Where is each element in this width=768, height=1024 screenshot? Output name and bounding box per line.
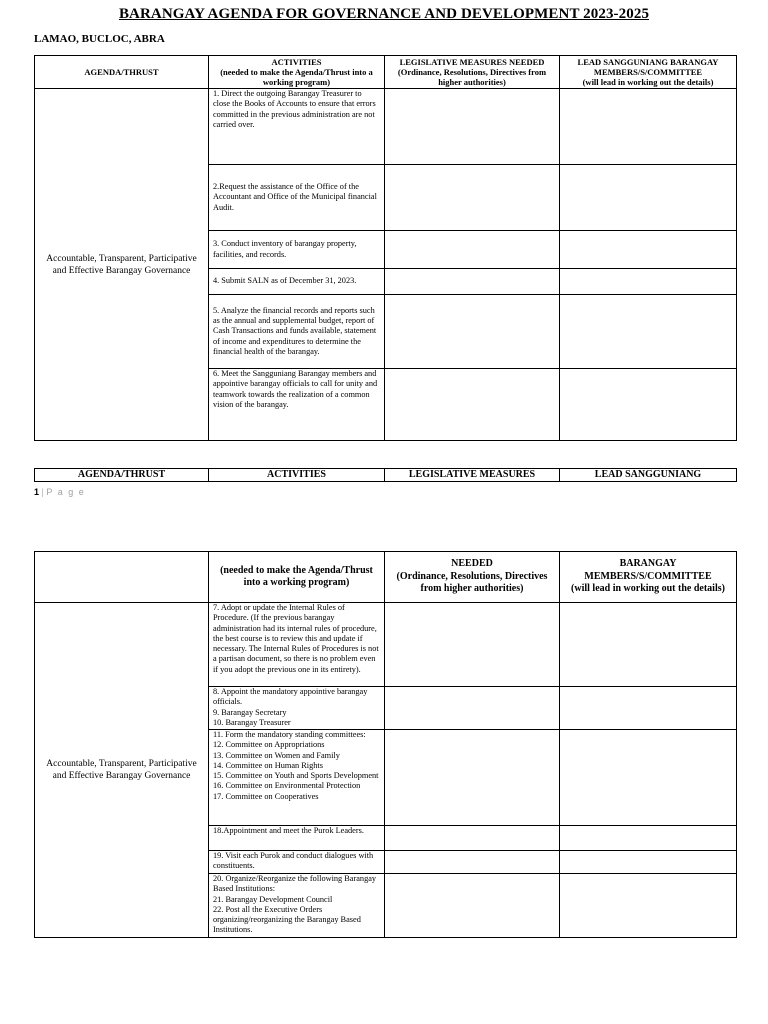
- header-agenda: AGENDA/THRUST: [35, 469, 209, 482]
- table-header-row: [35, 552, 737, 603]
- agenda-table-2-header: [34, 468, 737, 482]
- header-lead-sub: (will lead in working out the details): [571, 583, 725, 595]
- lead-cell: [560, 826, 737, 851]
- header-lead-title: LEAD SANGGUNIANG BARANGAY MEMBERS/S/COMMITTEE: [577, 57, 719, 77]
- legislative-cell: [385, 295, 560, 369]
- table-header-row: [35, 56, 737, 89]
- lead-cell: [560, 603, 737, 687]
- activity-cell: 6. Meet the Sangguniang Barangay members and appointive barangay officials to call for unity and teamwork towards the realization of a common vision of the barangay.: [209, 369, 385, 441]
- legislative-cell: [385, 231, 560, 269]
- document-title: BARANGAY AGENDA FOR GOVERNANCE AND DEVELOPMENT 2023-2025: [118, 6, 650, 22]
- legislative-cell: [385, 369, 560, 441]
- header-legislative-sub: (Ordinance, Resolutions, Directives from higher authorities): [397, 67, 547, 87]
- header-lead: [560, 552, 737, 603]
- legislative-cell: [385, 730, 560, 826]
- header-legislative-title: LEGISLATIVE MEASURES NEEDED: [399, 57, 545, 67]
- header-legislative: [385, 56, 560, 89]
- agenda-thrust-cell: Accountable, Transparent, Participative and Effective Barangay Governance: [35, 603, 209, 938]
- header-lead-title: BARANGAY MEMBERS/S/COMMITTEE: [584, 558, 712, 582]
- legislative-cell: [385, 89, 560, 165]
- header-activities: (needed to make the Agenda/Thrust into a working program): [209, 552, 385, 603]
- header-activities-title: ACTIVITIES: [271, 57, 322, 67]
- legislative-cell: [385, 269, 560, 295]
- page-number-separator: |: [41, 487, 44, 497]
- legislative-cell: [385, 874, 560, 938]
- header-activities: ACTIVITIES: [209, 469, 385, 482]
- activity-cell: 4. Submit SALN as of December 31, 2023.: [209, 269, 385, 295]
- agenda-table-1: [34, 55, 737, 441]
- legislative-cell: [385, 603, 560, 687]
- header-legislative-title: NEEDED: [451, 558, 493, 570]
- lead-cell: [560, 730, 737, 826]
- activity-cell: 11. Form the mandatory standing committees: 12. Committee on Appropriations 13. Committee on Women and Family 14. Committee on Human Rights 15. Committee on Youth and Sports Development 16. Committee on Environmental Protection 17. Committee on Cooperatives: [209, 730, 385, 826]
- activity-cell: 8. Appoint the mandatory appointive barangay officials. 9. Barangay Secretary 10. Barangay Treasurer: [209, 687, 385, 730]
- activity-cell: 7. Adopt or update the Internal Rules of Procedure. (If the previous barangay administration had its internal rules of procedure, the best course is to review this and update if necessary. The Internal Rules of Procedures is not a partisan document, so there is no problem even if you adopt the previous one in its entirety).: [209, 603, 385, 687]
- table-header-row: [35, 469, 737, 482]
- lead-cell: [560, 89, 737, 165]
- activity-cell: 1. Direct the outgoing Barangay Treasurer to close the Books of Accounts to ensure that errors committed in the previous administration are not carried over.: [209, 89, 385, 165]
- lead-cell: [560, 295, 737, 369]
- location-label: LAMAO, BUCLOC, ABRA: [34, 33, 165, 45]
- activity-cell: 18.Appointment and meet the Purok Leaders.: [209, 826, 385, 851]
- activity-cell: 5. Analyze the financial records and reports such as the annual and supplemental budget, report of Cash Transactions and funds available, statement of income and expenditures to determine the financial health of the barangay.: [209, 295, 385, 369]
- header-lead-sub: (will lead in working out the details): [582, 77, 714, 87]
- legislative-cell: [385, 826, 560, 851]
- lead-cell: [560, 874, 737, 938]
- header-agenda: [35, 552, 209, 603]
- header-legislative: LEGISLATIVE MEASURES: [385, 469, 560, 482]
- header-activities-sub: (needed to make the Agenda/Thrust into a working program): [220, 67, 373, 87]
- activity-cell: 20. Organize/Reorganize the following Barangay Based Institutions: 21. Barangay Development Council 22. Post all the Executive Orders organizing/reorganizing the Barangay Based Institutions.: [209, 874, 385, 938]
- lead-cell: [560, 231, 737, 269]
- lead-cell: [560, 369, 737, 441]
- header-lead: [560, 56, 737, 89]
- lead-cell: [560, 165, 737, 231]
- agenda-table-3: [34, 551, 737, 938]
- page-label: P a g e: [46, 487, 86, 497]
- agenda-thrust-cell: Accountable, Transparent, Participative and Effective Barangay Governance: [35, 89, 209, 441]
- table-row: [35, 603, 737, 687]
- header-activities: [209, 56, 385, 89]
- lead-cell: [560, 851, 737, 874]
- legislative-cell: [385, 165, 560, 231]
- table-row: [35, 89, 737, 165]
- header-legislative-sub: (Ordinance, Resolutions, Directives from higher authorities): [396, 570, 548, 595]
- activity-cell: 3. Conduct inventory of barangay property, facilities, and records.: [209, 231, 385, 269]
- lead-cell: [560, 269, 737, 295]
- lead-cell: [560, 687, 737, 730]
- activity-cell: 2.Request the assistance of the Office of the Accountant and Office of the Municipal financial Audit.: [209, 165, 385, 231]
- header-agenda: AGENDA/THRUST: [35, 56, 209, 89]
- legislative-cell: [385, 851, 560, 874]
- page-number: [34, 487, 85, 497]
- page-number-value: 1: [34, 487, 40, 497]
- header-lead: LEAD SANGGUNIANG: [560, 469, 737, 482]
- activity-cell: 19. Visit each Purok and conduct dialogues with constituents.: [209, 851, 385, 874]
- legislative-cell: [385, 687, 560, 730]
- header-legislative: [385, 552, 560, 603]
